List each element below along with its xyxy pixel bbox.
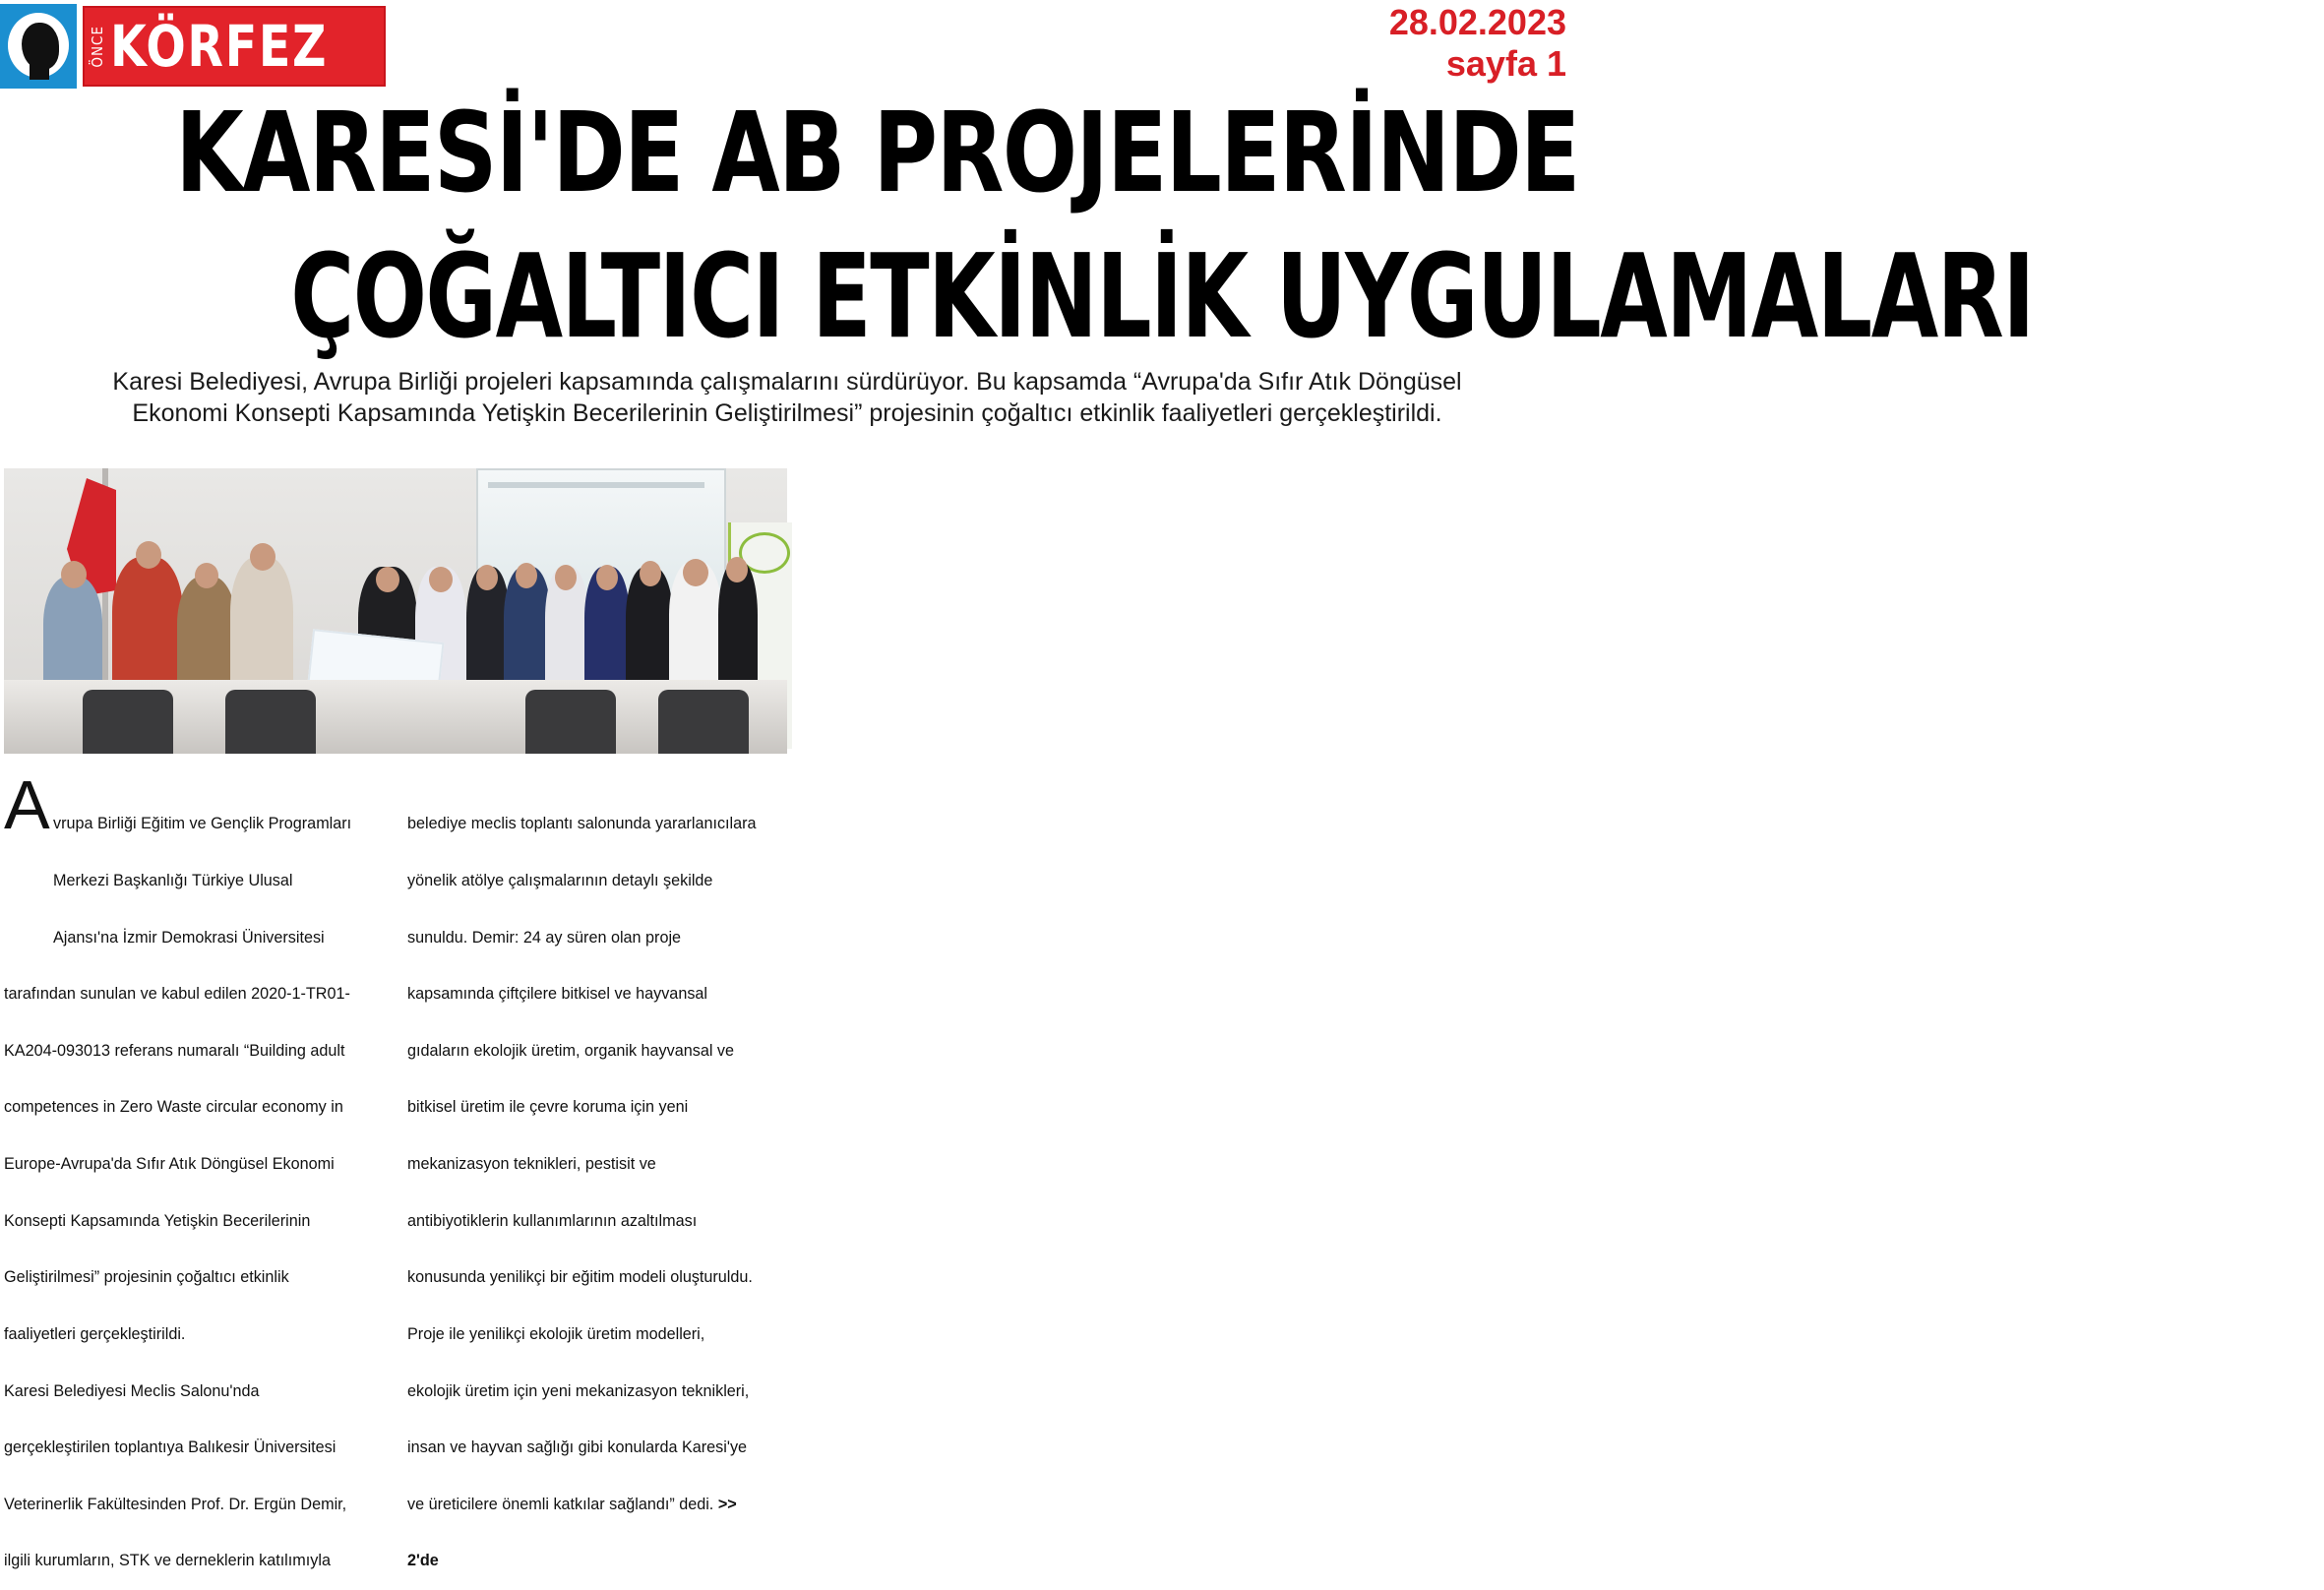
continued-arrow: >> bbox=[717, 1495, 737, 1513]
body-line: vrupa Birliği Eğitim ve Gençlik Programları bbox=[53, 815, 352, 833]
article-lead bbox=[0, 366, 1574, 429]
newspaper-logo bbox=[0, 4, 386, 89]
issue-date: 28.02.2023 bbox=[1388, 2, 1566, 42]
continued-page: 2'de bbox=[407, 1552, 439, 1570]
lead-line-1: Karesi Belediyesi, Avrupa Birliği projeleri kapsamında çalışmalarını sürdürüyor. Bu kapsamda “Avrupa'da Sıfır Atık Döngüsel bbox=[112, 368, 1462, 396]
body-column-2 bbox=[407, 777, 801, 1590]
body-line: gerçekleştirilen toplantıya Balıkesir Üniversitesi bbox=[4, 1438, 336, 1457]
body-line: belediye meclis toplantı salonunda yararlanıcılara bbox=[407, 815, 757, 833]
logo-wordmark bbox=[83, 6, 386, 87]
body-line bbox=[407, 1496, 801, 1514]
body-line: tarafından sunulan ve kabul edilen 2020-1-TR01- bbox=[4, 985, 350, 1004]
logo-korfez-text: KÖRFEZ bbox=[110, 13, 329, 80]
body-line: antibiyotiklerin kullanımlarının azaltılması bbox=[407, 1211, 698, 1230]
body-column-1 bbox=[4, 766, 390, 1590]
body-line: ekolojik üretim için yeni mekanizasyon teknikleri, bbox=[407, 1381, 750, 1400]
body-line: Karesi Belediyesi Meclis Salonu'nda bbox=[4, 1381, 260, 1400]
body-line: kapsamında çiftçilere bitkisel ve hayvansal bbox=[407, 985, 708, 1004]
body-line: Merkezi Başkanlığı Türkiye Ulusal bbox=[53, 872, 293, 890]
body-line: Veterinerlik Fakültesinden Prof. Dr. Ergün Demir, bbox=[4, 1495, 347, 1513]
body-line: gıdaların ekolojik üretim, organik hayvansal ve bbox=[407, 1041, 735, 1060]
body-line: bitkisel üretim ile çevre koruma için yeni bbox=[407, 1098, 689, 1117]
dateline bbox=[1389, 2, 1566, 85]
body-line: Konsepti Kapsamında Yetişkin Becerilerinin bbox=[4, 1211, 311, 1230]
group-of-people bbox=[43, 498, 752, 695]
body-line-text: ve üreticilere önemli katkılar sağlandı” dedi. bbox=[407, 1495, 714, 1513]
portrait-emblem-icon bbox=[0, 4, 77, 89]
body-line: Europe-Avrupa'da Sıfır Atık Döngüsel Ekonomi bbox=[4, 1155, 335, 1174]
body-line: insan ve hayvan sağlığı gibi konularda Karesi'ye bbox=[407, 1438, 748, 1457]
body-line: mekanizasyon teknikleri, pestisit ve bbox=[407, 1155, 656, 1174]
drop-cap: A bbox=[4, 766, 50, 843]
headline-line-1: KARESİ'DE AB PROJELERİNDE bbox=[175, 90, 1579, 217]
body-line: konusunda yenilikçi bir eğitim modeli oluşturuldu. bbox=[407, 1268, 753, 1287]
body-line: competences in Zero Waste circular economy in bbox=[4, 1098, 343, 1117]
page-number: sayfa 1 bbox=[1445, 43, 1566, 84]
body-line: Ajansı'na İzmir Demokrasi Üniversitesi bbox=[53, 928, 325, 947]
body-line: sunuldu. Demir: 24 ay süren olan proje bbox=[407, 928, 682, 947]
body-line: yönelik atölye çalışmalarının detaylı şekilde bbox=[407, 872, 713, 890]
article-photo bbox=[4, 468, 787, 754]
lead-line-2: Ekonomi Konsepti Kapsamında Yetişkin Becerilerinin Geliştirilmesi” projesinin çoğaltıcı etkinlik faaliyetleri gerçekleştirildi. bbox=[132, 399, 1442, 427]
body-line: Geliştirilmesi” projesinin çoğaltıcı etkinlik bbox=[4, 1268, 289, 1287]
body-line: Proje ile yenilikçi ekolojik üretim modelleri, bbox=[407, 1324, 705, 1343]
headline-line-2: ÇOĞALTICI ETKİNLİK UYGULAMALARI bbox=[290, 228, 2034, 364]
body-line: KA204-093013 referans numaralı “Building adult bbox=[4, 1041, 345, 1060]
logo-once-text: ÖNCE bbox=[89, 25, 106, 68]
body-line: ilgili kurumların, STK ve derneklerin katılımıyla bbox=[4, 1552, 331, 1570]
body-line: faaliyetleri gerçekleştirildi. bbox=[4, 1324, 186, 1343]
